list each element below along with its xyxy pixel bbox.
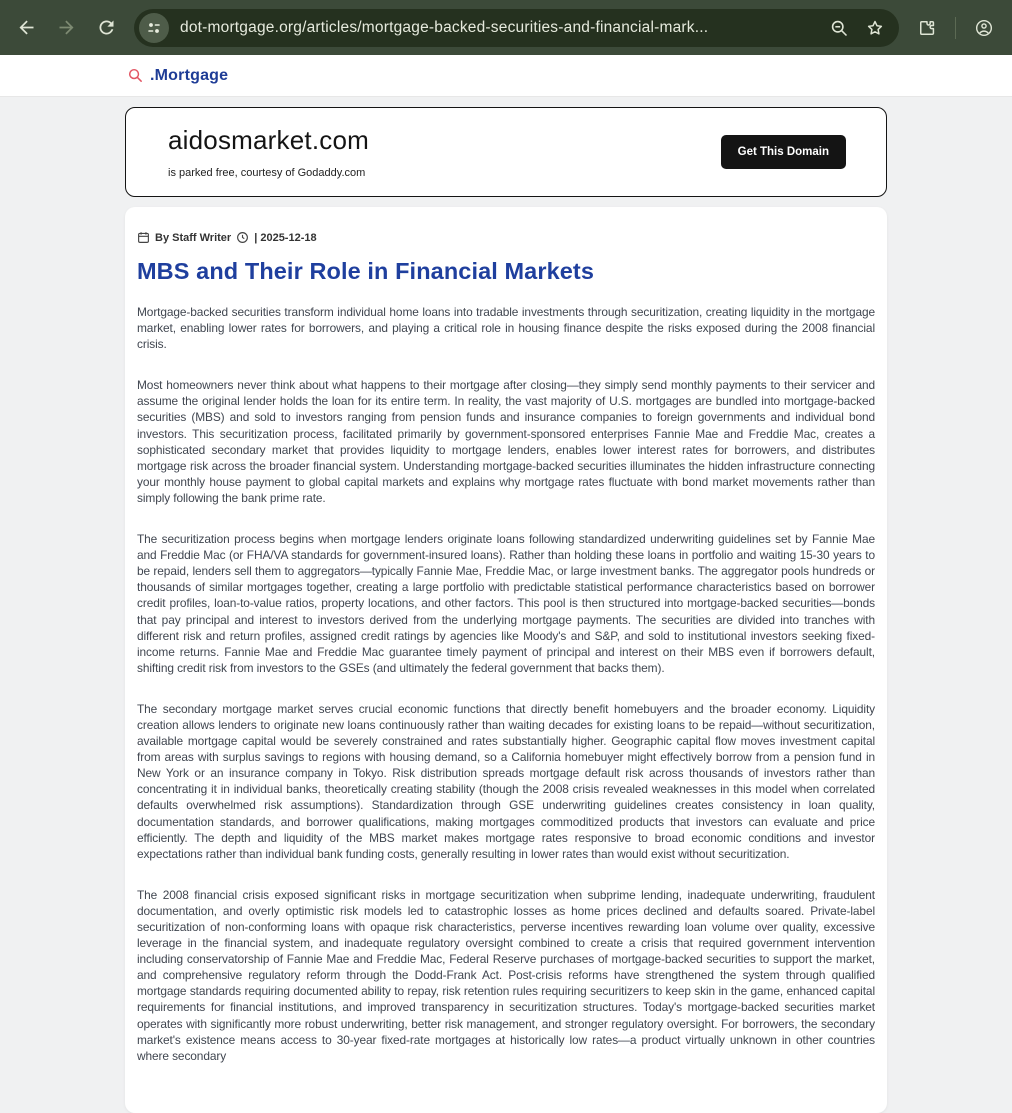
article-paragraph: The securitization process begins when mortgage lenders originate loans following standardized underwriting guidelines set by Fannie Mae and Freddie Mac (or FHA/VA standards for government-insured loans). Rather than holding these loans in portfolio and waiting 15-30 years to be repaid, lenders sell them to aggregators—typically Fannie Mae, Freddie Mac, or large investment banks. The aggregator pools hundreds or thousands of similar mortgages together, creating a large portfolio with predictable statistical performance characteristics based on borrower credit profiles, loan-to-value ratios, property locations, and other factors. This pool is then structured into mortgage-backed securities—bonds that pay principal and interest to investors derived from the underlying mortgage payments. The securities are divided into tranches with different risk and return profiles, assigned credit ratings by agencies like Moody's and S&P, and sold to institutional investors seeking fixed-income returns. Fannie Mae and Freddie Mac guarantee timely payment of principal and interest on their MBS even if borrowers default, shifting credit risk from investors to the GSEs (and ultimately the federal government that backs them).	[137, 532, 875, 675]
logo-search-icon	[127, 67, 144, 84]
article-body	[137, 304, 875, 1064]
site-header	[0, 55, 1012, 97]
article-paragraph: The 2008 financial crisis exposed significant risks in mortgage securitization when subprime lending, inadequate underwriting, fraudulent documentation, and overly optimistic risk models led to catastrophic losses as home prices declined and defaults soared. Private-label securitization of non-conforming loans with opaque risk characteristics, perverse incentives rewarding loan volume over quality, excessive leverage in the financial system, and inadequate regulatory oversight combined to create a crisis that required government intervention including conservatorship of Fannie Mae and Freddie Mac, Federal Reserve purchases of mortgage-backed securities to support the market, and comprehensive regulatory reform through the Dodd-Frank Act. Post-crisis reforms have strengthened the system through qualified mortgage standards requiring documented ability to repay, risk retention rules requiring securitizers to keep skin in the game, enhanced capital requirements for financial institutions, and improved transparency in securitization structures. Today's mortgage-backed securities market operates with significantly more robust underwriting, better risk management, and stronger regulatory oversight. For borrowers, the secondary market's existence means access to 30-year fixed-rate mortgages at historically low rates—a product virtually unknown in other countries where secondary	[137, 887, 875, 1063]
page-body	[0, 97, 1012, 1113]
back-button[interactable]	[6, 8, 46, 48]
profile-button[interactable]	[966, 10, 1002, 46]
extensions-button[interactable]	[909, 10, 945, 46]
toolbar-separator	[955, 17, 956, 39]
zoom-out-button[interactable]	[821, 10, 857, 46]
article-byline	[137, 231, 875, 244]
bookmark-button[interactable]	[857, 10, 893, 46]
reload-button[interactable]	[86, 8, 126, 48]
back-arrow-icon	[16, 17, 37, 38]
reload-icon	[96, 17, 117, 38]
parked-domain-name: aidosmarket.com	[168, 125, 369, 155]
byline-date: | 2025-12-18	[254, 231, 317, 244]
get-this-domain-button[interactable]: Get This Domain	[721, 135, 846, 169]
parked-domain-info	[168, 125, 369, 179]
extensions-puzzle-icon	[917, 18, 937, 38]
article-card	[125, 207, 887, 1113]
profile-icon	[974, 18, 994, 38]
article-title: MBS and Their Role in Financial Markets	[137, 258, 595, 284]
address-bar[interactable]	[134, 9, 899, 47]
parked-domain-subtitle: is parked free, courtesy of Godaddy.com	[168, 167, 366, 179]
url-text: dot-mortgage.org/articles/mortgage-backed-securities-and-financial-mark...	[180, 18, 709, 36]
site-settings-icon	[146, 20, 162, 36]
forward-arrow-icon	[56, 17, 77, 38]
parked-domain-banner	[125, 107, 887, 197]
article-paragraph: The secondary mortgage market serves crucial economic functions that directly benefit homebuyers and the broader economy. Liquidity creation allows lenders to originate new loans continuously rather than waiting decades for existing loans to be repaid—without securitization, available mortgage capital would be severely constrained and rates substantially higher. Geographic capital flow moves investment capital from areas with surplus savings to regions with housing demand, so a California homebuyer might effectively borrow from a pension fund in New York or an insurance company in Tokyo. Risk distribution spreads mortgage default risk across thousands of investors rather than concentrating it in individual banks, theoretically creating stability (though the 2008 crisis revealed weaknesses in this model when correlated defaults overwhelmed risk assumptions). Standardization through GSE underwriting guidelines creates consistency in loan quality, documentation standards, and borrower qualifications, making mortgages commoditized products that investors can evaluate and price efficiently. The depth and liquidity of the MBS market makes mortgage rates responsive to broad economic conditions and investor expectations rather than individual bank funding costs, generally resulting in lower rates than would exist without securitization.	[137, 701, 875, 861]
logo-text: .Mortgage	[150, 66, 229, 84]
magnifier-minus-icon	[829, 18, 849, 38]
browser-toolbar	[0, 0, 1012, 55]
star-icon	[865, 18, 885, 38]
forward-button[interactable]	[46, 8, 86, 48]
byline-author: By Staff Writer	[155, 231, 232, 244]
calendar-icon	[137, 231, 150, 244]
site-logo[interactable]	[127, 67, 228, 85]
article-paragraph: Mortgage-backed securities transform individual home loans into tradable investments through securitization, creating liquidity in the mortgage market, enabling lower rates for borrowers, and playing a critical role in housing finance despite the risks exposed during the 2008 financial crisis.	[137, 305, 875, 352]
article-paragraph: Most homeowners never think about what happens to their mortgage after closing—they simply send monthly payments to their servicer and assume the original lender holds the loan for its entire term. In reality, the vast majority of U.S. mortgages are bundled into mortgage-backed securities (MBS) and sold to investors ranging from pension funds and insurance companies to foreign governments and individual bond investors. This securitization process, facilitated primarily by government-sponsored enterprises Fannie Mae and Freddie Mac, creates a sophisticated secondary market that provides liquidity to mortgage lenders, enables lower interest rates for borrowers, and distributes mortgage risk across the broader financial system. Understanding mortgage-backed securities illuminates the hidden infrastructure connecting your monthly house payment to global capital markets and explains why mortgage rates fluctuate with bond market movements rather than simply following the bank prime rate.	[137, 378, 875, 505]
site-info-button[interactable]	[139, 13, 169, 43]
clock-icon	[236, 231, 249, 244]
